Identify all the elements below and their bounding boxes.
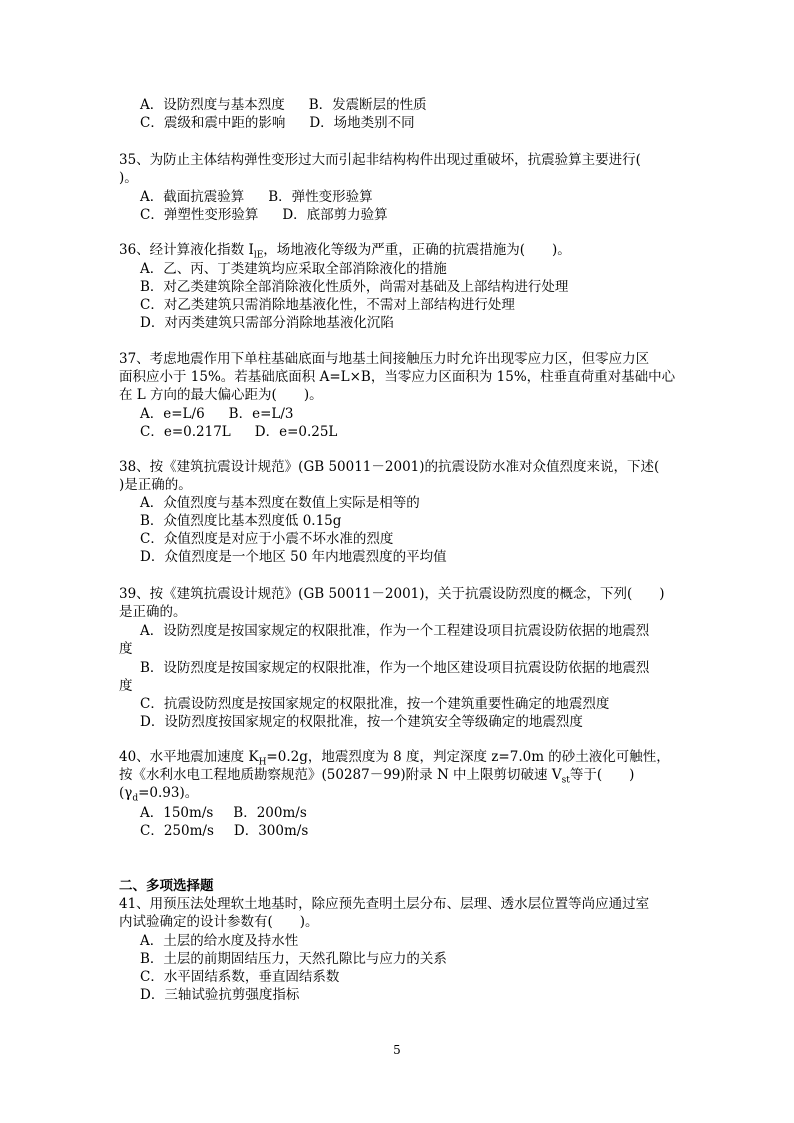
option-a: A．众值烈度与基本烈度在数值上实际是相等的 (140, 495, 420, 511)
option-row (140, 822, 308, 840)
option-c: C．震级和震中距的影响 (140, 115, 286, 131)
stem-subscript: d (132, 793, 139, 804)
option-row (140, 188, 373, 206)
option-d: D．300m/s (233, 823, 309, 839)
option-a: A．乙、丙、丁类建筑均应采取全部消除液化的措施 (140, 261, 447, 277)
stem-subscript: st (561, 775, 570, 786)
stem-subscript: H (258, 757, 267, 768)
option-c: C．抗震设防烈度是按国家规定的权限批准，按一个建筑重要性确定的地震烈度 (140, 696, 610, 712)
stem-text: =0.93)。 (138, 785, 199, 801)
question-stem: )是正确的。 (119, 477, 192, 493)
option-b: B．弹性变形验算 (268, 189, 373, 205)
question-stem: 41、用预压法处理软土地基时，除应预先查明土层分布、层理、透水层位置等尚应通过室 (119, 896, 650, 912)
question-stem: 38、按《建筑抗震设计规范》(GB 50011－2001)的抗震设防水准对众值烈度来说，下述( (119, 459, 660, 475)
page-number: 5 (393, 1043, 401, 1057)
question-stem: 37、考虑地震作用下单柱基础底面与地基土间接触压力时允许出现零应力区，但零应力区 (119, 351, 650, 367)
option-row (140, 804, 307, 822)
question-stem: )。 (119, 170, 138, 186)
option-b: B．设防烈度是按国家规定的权限批准，作为一个地区建设项目抗震设防依据的地震烈 (140, 660, 650, 676)
question-stem (119, 748, 670, 766)
option-row (140, 423, 337, 441)
option-d: D．对丙类建筑只需部分消除地基液化沉陷 (140, 315, 394, 331)
option-c: C．水平固结系数，垂直固结系数 (140, 969, 340, 985)
stem-text: 36、经计算液化指数 I (119, 242, 254, 258)
question-stem: 面积应小于 15%。若基础底面积 A=L×B，当零应力区面积为 15%，柱垂直荷重对基础中心 (119, 369, 676, 385)
section-title: 二、多项选择题 (119, 878, 214, 894)
option-c: C．e=0.217L (140, 424, 231, 440)
option-row (140, 206, 388, 224)
option-row (140, 405, 293, 423)
option-b: B．发震断层的性质 (308, 97, 427, 113)
option-d: D．场地类别不同 (309, 115, 415, 131)
option-b: B．e=L/3 (228, 406, 294, 422)
option-row (140, 96, 427, 114)
option-row (140, 114, 415, 132)
option-c: C．弹塑性变形验算 (140, 207, 259, 223)
option-d: D．众值烈度是一个地区 50 年内地震烈度的平均值 (140, 549, 447, 565)
option-b: B．对乙类建筑除全部消除液化性质外，尚需对基础及上部结构进行处理 (140, 279, 569, 295)
option-d: D．三轴试验抗剪强度指标 (140, 987, 300, 1003)
question-stem (119, 784, 198, 802)
option-d: D．底部剪力验算 (282, 207, 388, 223)
option-a: A．截面抗震验算 (140, 189, 245, 205)
option-c: C．对乙类建筑只需消除地基液化性，不需对上部结构进行处理 (140, 297, 515, 313)
stem-text: ，场地液化等级为严重，正确的抗震措施为( )。 (263, 242, 571, 258)
stem-subscript: lE (253, 250, 264, 261)
question-stem: 内试验确定的设计参数有( )。 (119, 914, 319, 930)
option-a: A．土层的给水度及持水性 (140, 933, 299, 949)
question-stem (119, 766, 634, 784)
stem-text: 等于( ) (569, 767, 635, 783)
option-a: A．e=L/6 (140, 406, 205, 422)
option-c: C．250m/s (140, 823, 214, 839)
option-a-continued: 度 (119, 641, 133, 657)
option-a: A．设防烈度与基本烈度 (140, 97, 285, 113)
option-b: B．众值烈度比基本烈度低 0.15g (140, 513, 342, 529)
stem-text: (γ (119, 785, 133, 801)
option-a: A．设防烈度是按国家规定的权限批准，作为一个工程建设项目抗震设防依据的地震烈 (140, 623, 650, 639)
question-stem (119, 241, 571, 259)
stem-text: 按《水利水电工程地质勘察规范》(50287－99)附录 N 中上限剪切破速 V (119, 767, 562, 783)
option-b-continued: 度 (119, 678, 133, 694)
option-d: D．设防烈度按国家规定的权限批准，按一个建筑安全等级确定的地震烈度 (140, 714, 583, 730)
question-stem: 是正确的。 (119, 604, 187, 620)
question-stem: 39、按《建筑抗震设计规范》(GB 50011－2001)，关于抗震设防烈度的概念，下列( ) (119, 586, 665, 602)
stem-text: =0.2g，地震烈度为 8 度，判定深度 z=7.0m 的砂土液化可触性， (266, 749, 670, 765)
option-c: C．众值烈度是对应于小震不坏水准的烈度 (140, 531, 394, 547)
option-d: D．e=0.25L (254, 424, 338, 440)
stem-text: 40、水平地震加速度 K (119, 749, 259, 765)
question-stem: 在 L 方向的最大偏心距为( )。 (119, 387, 323, 403)
question-stem: 35、为防止主体结构弹性变形过大而引起非结构构件出现过重破坏，抗震验算主要进行( (119, 152, 641, 168)
option-b: B．200m/s (233, 805, 307, 821)
option-b: B．土层的前期固结压力，天然孔隙比与应力的关系 (140, 951, 447, 967)
option-a: A．150m/s (140, 805, 214, 821)
